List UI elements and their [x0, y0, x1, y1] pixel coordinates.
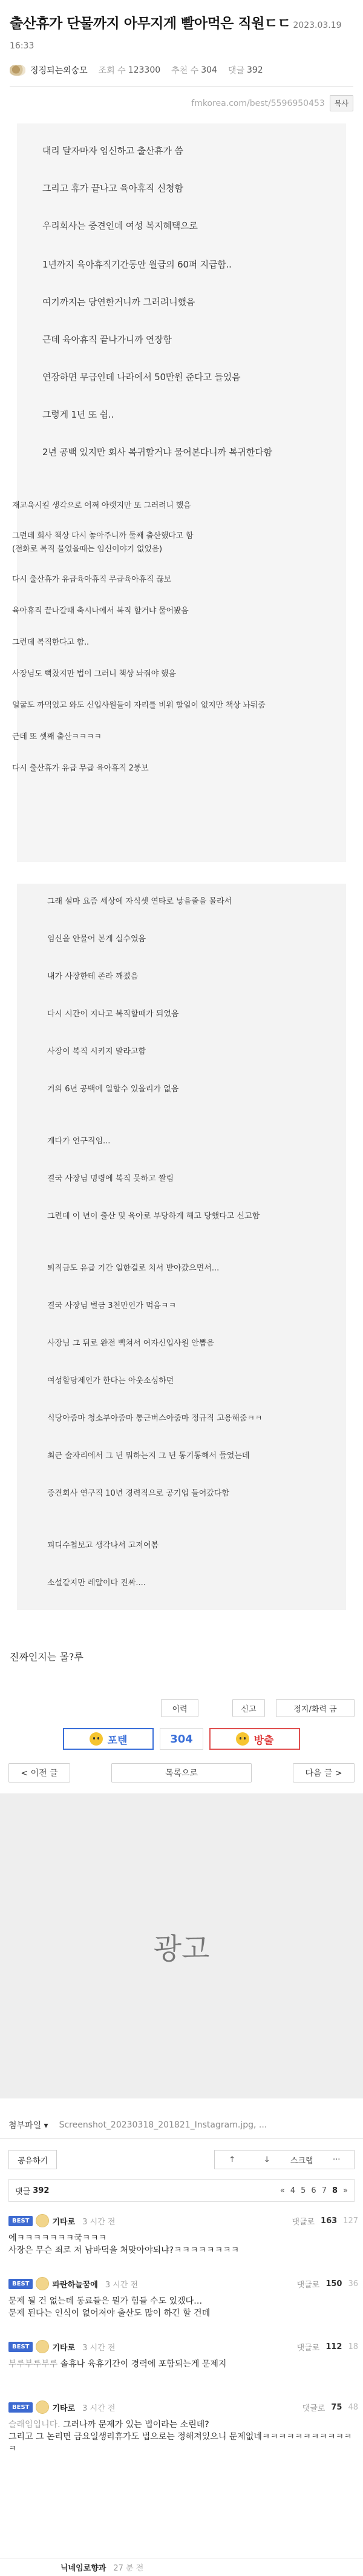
- prev-post-button[interactable]: < 이전 글: [8, 1763, 70, 1782]
- author-avatar[interactable]: [10, 65, 25, 76]
- recommend-label: 추천 수: [171, 66, 199, 76]
- body-line: 재교육시킬 생각으로 어쩌 아랫지만 또 그러려니 했음: [12, 501, 191, 510]
- body-line: 근데 또 셋째 출산ㅋㅋㅋㅋ: [12, 732, 102, 741]
- best-badge: BEST: [8, 2279, 33, 2289]
- page-link[interactable]: 5: [301, 2186, 306, 2195]
- next-post-button[interactable]: 다음 글 >: [293, 1763, 355, 1782]
- body-line: (전화로 복직 물었을때는 임신이야기 없었음): [12, 545, 162, 554]
- page-first[interactable]: «: [280, 2186, 285, 2195]
- upvote-count[interactable]: 163: [321, 2216, 338, 2226]
- body-line: 사장님 그 뒤로 완전 뻑쳐서 여자신입사원 안뽑음: [47, 1339, 214, 1348]
- body-line: 다시 출산휴가 유급육아휴직 무급육아휴직 끊보: [12, 575, 171, 584]
- views-count: 123300: [128, 65, 161, 75]
- reply-to-name: 슬래임입니다.: [8, 2420, 60, 2430]
- commenter-name[interactable]: 기타로: [52, 2343, 76, 2353]
- body-line: 식당아줌마 청소부아줌마 통근버스아줌마 정규직 고용해줌ㅋㅋ: [47, 1414, 263, 1423]
- comment-time: 3 시간 전: [105, 2280, 139, 2290]
- copy-url-button[interactable]: 복사: [330, 95, 353, 111]
- body-line: 그런데 이 년이 출산 및 육아로 부당하게 해고 당했다고 신고함: [47, 1212, 260, 1221]
- more-menu-icon[interactable]: ···: [333, 2155, 341, 2164]
- post-title-text: 출산휴가 단물까지 아무지게 빨아먹은 직원ㄷㄷ: [10, 16, 291, 31]
- body-line: 거의 6년 공백에 일할수 있을리가 없음: [47, 1085, 179, 1094]
- post-action-row: [0, 1699, 363, 1720]
- comment-item: [0, 2275, 363, 2319]
- body-image-3: [17, 884, 346, 1610]
- comments-label: 댓글: [227, 66, 244, 76]
- body-line: 육아휴직 끝나갈때 축시나에서 복직 할거냐 물어봤음: [12, 606, 189, 616]
- body-line: 우리회사는 중견인데 여성 복지혜택으로: [42, 220, 198, 231]
- attachment-row: [0, 2111, 363, 2139]
- reply-button[interactable]: 댓글로: [292, 2217, 315, 2227]
- comments-count: 392: [246, 65, 263, 75]
- best-badge: BEST: [8, 2216, 33, 2226]
- comment-toolbar: [0, 2147, 363, 2172]
- post-nav-row: [0, 1763, 363, 1785]
- upvote-count[interactable]: 150: [325, 2279, 342, 2288]
- angry-emoji-icon: [236, 1732, 249, 1746]
- comment-text: [0, 2356, 363, 2370]
- report-button[interactable]: 신고: [232, 1699, 265, 1717]
- vote-up-label: 포텐: [107, 1734, 128, 1747]
- body-image-1: [12, 123, 346, 862]
- comment-count-label: 댓글: [15, 2187, 31, 2196]
- body-line: 여성할당제인가 한다는 아웃소싱하던: [47, 1376, 174, 1385]
- smile-emoji-icon: [90, 1732, 103, 1746]
- ad-banner[interactable]: [0, 1793, 363, 2098]
- body-line: 다시 시간이 지나고 복직할때가 되었음: [47, 1010, 179, 1019]
- comment-text: [0, 2293, 363, 2319]
- comment-pagination: [280, 2186, 348, 2195]
- vote-down-button[interactable]: [209, 1728, 300, 1750]
- views-label: 조회 수: [98, 66, 126, 76]
- body-line: 내가 사장한테 존라 깨졌음: [47, 972, 139, 981]
- attachment-filename[interactable]: Screenshot_20230318_201821_Instagram.jpg, ...: [59, 2120, 267, 2130]
- downvote-count[interactable]: 127: [343, 2216, 358, 2226]
- body-line: 피디수첩보고 생각나서 고져여봄: [47, 1541, 159, 1550]
- downvote-count[interactable]: 18: [348, 2342, 358, 2351]
- body-line: 그리고 휴가 끝나고 육아휴직 신청함: [42, 183, 183, 194]
- recommend-count: 304: [201, 65, 217, 75]
- page-link[interactable]: 6: [311, 2186, 316, 2195]
- page-current[interactable]: 8: [332, 2186, 338, 2195]
- commenter-avatar[interactable]: [36, 2277, 49, 2290]
- reply-button[interactable]: 댓글로: [296, 2280, 320, 2290]
- source-row: [0, 87, 363, 111]
- scrap-button[interactable]: 스크랩: [290, 2156, 313, 2166]
- body-line: 중견회사 연구직 10년 경력직으로 공기업 들어갔다함: [47, 1489, 229, 1498]
- body-line: 그래 설마 요즘 세상에 자식셋 연타로 낳을줄을 몰라서: [47, 897, 232, 906]
- next-comment-partial: [0, 2558, 363, 2576]
- share-button[interactable]: 공유하기: [8, 2150, 57, 2169]
- page-link[interactable]: 4: [290, 2186, 296, 2195]
- comment-item: [0, 2212, 363, 2256]
- body-line: 얼굴도 까먹었고 와도 신입사원들이 자리를 비워 할일이 없지만 책상 놔둬줌: [12, 701, 266, 710]
- body-line: 연장하면 무급인데 나라에서 50만원 준다고 들었음: [42, 372, 241, 383]
- best-badge: BEST: [8, 2402, 33, 2413]
- body-line: 여기까지는 당연한거니까 그러려니했음: [42, 297, 195, 307]
- vote-up-button[interactable]: [63, 1728, 154, 1750]
- body-line: 결국 사장님 명령에 복직 못하고 짤림: [47, 1174, 174, 1183]
- body-line: 근데 육아휴직 끝나가니까 연장함: [42, 334, 172, 345]
- commenter-name[interactable]: 닉네임로향과: [60, 2564, 106, 2573]
- commenter-name[interactable]: 기타로: [52, 2217, 76, 2227]
- scroll-up-icon[interactable]: ↑: [229, 2155, 236, 2164]
- body-line: 다시 출산휴가 유급 무급 육아휴직 2붕보: [12, 764, 149, 773]
- body-line: 게다가 연구직임...: [47, 1137, 111, 1146]
- body-line: 그런데 복직한다고 함..: [12, 638, 89, 647]
- body-line: 퇴직금도 유급 기간 일한걸로 치서 받아갔으면서...: [47, 1264, 220, 1273]
- upvote-count[interactable]: 112: [325, 2342, 342, 2351]
- commenter-name[interactable]: 파란하늘꿈에: [52, 2280, 98, 2290]
- body-line: 1년까지 육아휴직기간동안 월급의 60퍼 지급함..: [42, 259, 232, 270]
- vote-row: [0, 1728, 363, 1752]
- comment-time: 3 시간 전: [82, 2343, 116, 2353]
- upvote-count[interactable]: 75: [331, 2402, 342, 2412]
- comment-item: [0, 2338, 363, 2370]
- ad-label: 광고: [153, 1931, 210, 1966]
- comment-text-content: 문제 될 건 없는데 동료들은 뭔가 힘들 수도 있겠다… 문제 된다는 인식이 없어져야 출산도 많이 하긴 할 건데: [8, 2296, 211, 2318]
- body-line: 그렇게 1년 또 쉼..: [42, 409, 114, 420]
- post-closing-text: 진짜인지는 몰?루: [10, 1651, 83, 1663]
- stop-report-button[interactable]: 정지/화력 금: [276, 1699, 355, 1717]
- reply-to-name: 부루부루부루: [8, 2359, 58, 2369]
- comment-text: [0, 2416, 363, 2455]
- reply-button[interactable]: 댓글로: [302, 2404, 325, 2413]
- reply-button[interactable]: 댓글로: [296, 2343, 320, 2353]
- comment-text-content: 솔휴나 육휴기간이 경력에 포함되는게 문제지: [60, 2359, 227, 2369]
- downvote-count[interactable]: 48: [348, 2402, 358, 2412]
- vote-count: 304: [160, 1728, 203, 1750]
- scroll-down-icon[interactable]: ↓: [263, 2155, 270, 2164]
- comment-text-content: 에ㅋㅋㅋㅋㅋㅋㅋ국ㅋㅋㅋ 사장은 무슨 죄로 저 남바덕을 처맞아야되냐?ㅋㅋㅋㅋㅋㅋㅋㅋ: [8, 2233, 240, 2255]
- comment-time: 27 분 전: [113, 2564, 144, 2573]
- comment-count-bar: [8, 2179, 355, 2202]
- commenter-avatar[interactable]: [36, 2340, 49, 2353]
- page-last[interactable]: »: [343, 2186, 348, 2195]
- comment-text-content: 그러나까 문제가 있는 법이라는 소린데? 그리고 그 논리면 금요일생리휴가도 법으로는 정해져있으니 문제없네ㅋㅋㅋㅋㅋㅋㅋㅋㅋㅋㅋㅋ: [8, 2420, 352, 2454]
- body-line: 임신을 안물어 본게 실수였음: [47, 935, 146, 944]
- comment-item: [0, 2398, 363, 2455]
- body-line: 그런데 회사 책상 다시 놓아주니까 둘째 출산했다고 함: [12, 531, 194, 540]
- scroll-scrap-group: [214, 2150, 355, 2169]
- list-button[interactable]: 목록으로: [111, 1763, 252, 1782]
- body-line: 최근 술자리에서 그 년 뭐하는지 그 년 통기통해서 들었는데: [47, 1451, 250, 1460]
- comment-time: 3 시간 전: [82, 2404, 116, 2413]
- body-line: 결국 사장님 벌금 3천만인가 먹음ㅋㅋ: [47, 1301, 177, 1310]
- post-date: 2023.03.19 16:33: [10, 21, 342, 51]
- body-line: 소설같지만 레알이다 진짜....: [47, 1579, 146, 1588]
- page-link[interactable]: 7: [321, 2186, 327, 2195]
- history-button[interactable]: 이력: [161, 1699, 198, 1717]
- commenter-avatar[interactable]: [36, 2214, 49, 2227]
- body-line: 사장님도 뻑찼지만 법이 그러니 책상 놔줘야 했음: [12, 669, 176, 678]
- source-url[interactable]: fmkorea.com/best/5596950453: [191, 98, 325, 108]
- attachment-toggle[interactable]: 첨부파일 ▾: [8, 2120, 48, 2131]
- author-name[interactable]: 징징되는외숭모: [30, 66, 88, 76]
- vote-down-label: 방출: [253, 1734, 274, 1747]
- comment-text: [0, 2230, 363, 2256]
- body-line: 사장이 복직 시키지 말라고함: [47, 1047, 146, 1056]
- commenter-name[interactable]: 기타로: [52, 2404, 76, 2413]
- best-badge: BEST: [8, 2342, 33, 2352]
- post-header: [0, 0, 363, 87]
- comment-count: 392: [33, 2186, 50, 2195]
- post-meta: [10, 64, 353, 87]
- downvote-count[interactable]: 36: [348, 2279, 358, 2288]
- post-title: [10, 15, 353, 56]
- commenter-avatar[interactable]: [36, 2400, 49, 2414]
- body-line: 대리 달자마자 임신하고 출산휴가 씀: [42, 145, 183, 156]
- body-line: 2년 공백 있지만 회사 복귀할거냐 물어본다니까 복귀한다함: [42, 447, 272, 458]
- comment-time: 3 시간 전: [82, 2217, 116, 2227]
